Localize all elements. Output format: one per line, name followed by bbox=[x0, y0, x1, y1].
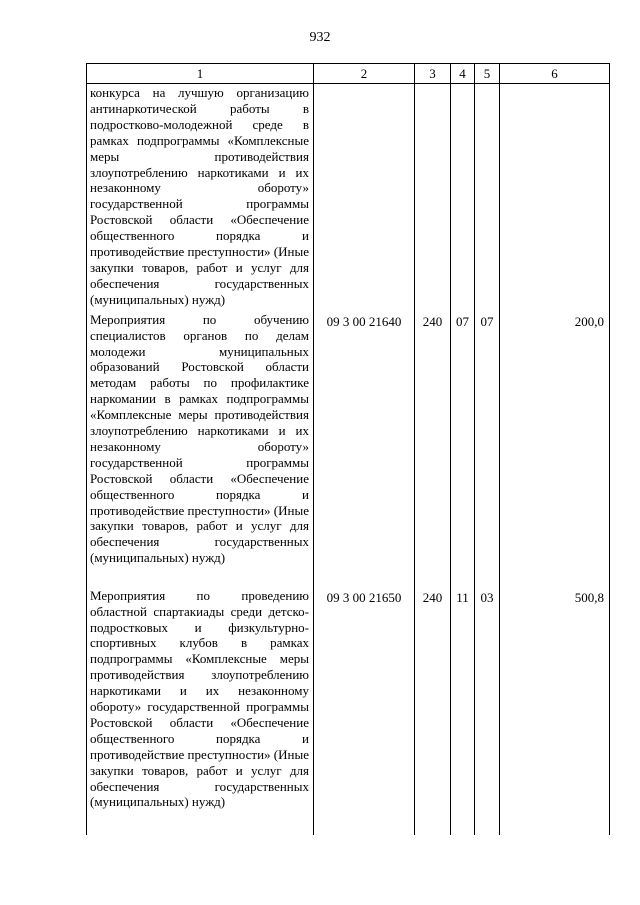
row-section bbox=[451, 84, 475, 310]
row-expense-type: 240 bbox=[415, 586, 451, 835]
row-description: Мероприятия по проведению областной спартакиады среди детско-подростковых и физкультурно-спортивных клубов в рамках подпрограммы «Комплексные меры противодействия злоупотреблению наркотиками и их незаконному обороту» государственной программы Ростовской области «Обеспечение общественного порядка и противодействие преступности» (Иные закупки товаров, работ и услуг для обеспечения государственных (муниципальных) нужд) bbox=[87, 586, 314, 835]
table-row bbox=[87, 310, 610, 586]
row-subsection: 03 bbox=[475, 586, 500, 835]
row-amount: 200,0 bbox=[500, 310, 610, 586]
row-amount: 500,8 bbox=[500, 586, 610, 835]
row-subsection bbox=[475, 84, 500, 310]
row-target-code: 09 3 00 21650 bbox=[314, 586, 415, 835]
row-amount bbox=[500, 84, 610, 310]
table-row bbox=[87, 586, 610, 835]
row-target-code: 09 3 00 21640 bbox=[314, 310, 415, 586]
column-header-6: 6 bbox=[500, 64, 610, 84]
row-subsection: 07 bbox=[475, 310, 500, 586]
row-section: 07 bbox=[451, 310, 475, 586]
row-section: 11 bbox=[451, 586, 475, 835]
budget-table bbox=[86, 63, 610, 835]
column-header-1: 1 bbox=[87, 64, 314, 84]
row-description: Мероприятия по обучению специалистов органов по делам молодежи муниципальных образований Ростовской области методам работы по профилактике наркомании в рамках подпрограммы «Комплексные меры противодействия злоупотреблению наркотиками и их незаконному обороту» государственной программы Ростовской области «Обеспечение общественного порядка и противодействие преступности» (Иные закупки товаров, работ и услуг для обеспечения государственных (муниципальных) нужд) bbox=[87, 310, 314, 586]
row-expense-type: 240 bbox=[415, 310, 451, 586]
table-row bbox=[87, 84, 610, 310]
row-expense-type bbox=[415, 84, 451, 310]
column-header-3: 3 bbox=[415, 64, 451, 84]
column-header-5: 5 bbox=[475, 64, 500, 84]
page-number: 932 bbox=[309, 30, 331, 45]
table-header-row bbox=[87, 64, 610, 84]
column-header-2: 2 bbox=[314, 64, 415, 84]
row-description: конкурса на лучшую организацию антинаркотической работы в подростково-молодежной среде в рамках подпрограммы «Комплексные меры противодействия злоупотреблению наркотиками и их незаконному обороту» государственной программы Ростовской области «Обеспечение общественного порядка и противодействие преступности» (Иные закупки товаров, работ и услуг для обеспечения государственных (муниципальных) нужд) bbox=[87, 84, 314, 310]
row-target-code bbox=[314, 84, 415, 310]
column-header-4: 4 bbox=[451, 64, 475, 84]
